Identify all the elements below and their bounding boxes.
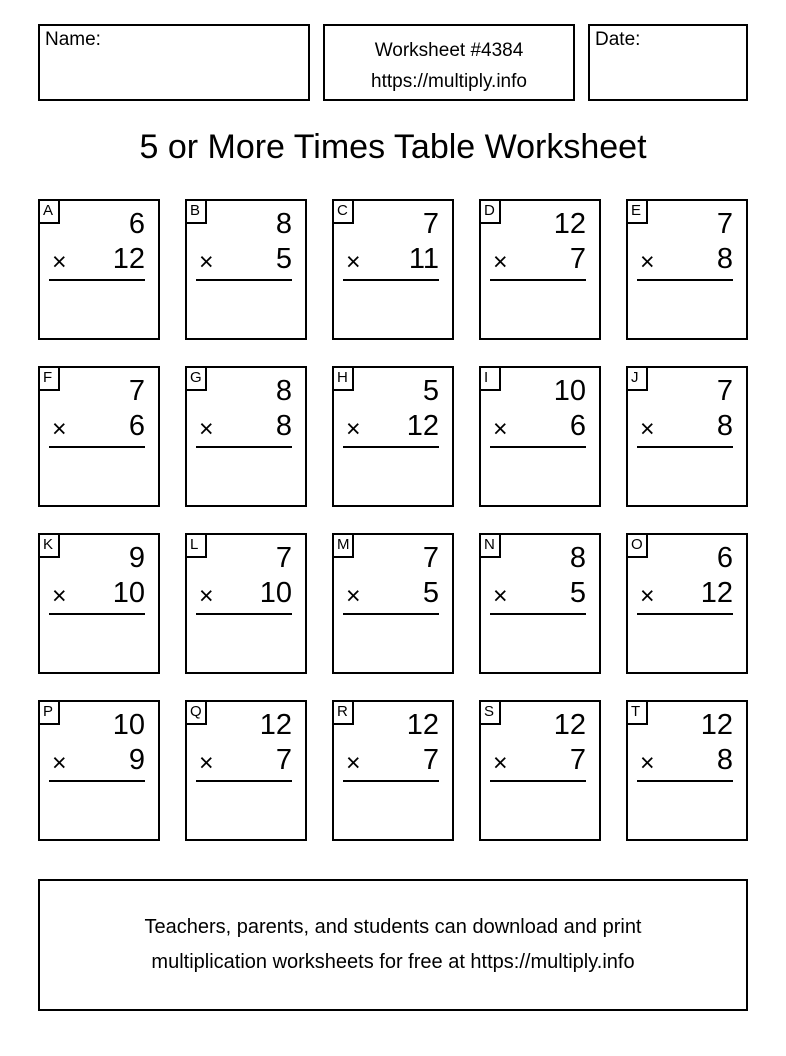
answer-line (49, 279, 145, 281)
problem-box[interactable] (185, 700, 307, 841)
multiplicand: 9 (128, 542, 145, 574)
times-sign: × (640, 415, 655, 443)
multiplicand: 12 (553, 709, 586, 741)
times-sign: × (52, 415, 67, 443)
date-label: Date: (595, 29, 641, 50)
multiplicand: 10 (112, 709, 145, 741)
problem-letter: N (481, 535, 501, 558)
multiplier: 9 (128, 744, 145, 776)
footer-line-2: multiplication worksheets for free at https://multiply.info (151, 951, 635, 973)
times-sign: × (346, 415, 361, 443)
problem-box[interactable] (332, 700, 454, 841)
multiplier: 8 (716, 410, 733, 442)
multiplicand: 8 (275, 208, 292, 240)
multiplier: 12 (700, 577, 733, 609)
worksheet-number: Worksheet #4384 (374, 40, 524, 61)
multiplier: 6 (569, 410, 586, 442)
problem-letter: E (628, 201, 648, 224)
multiplicand: 12 (406, 709, 439, 741)
multiplicand: 8 (569, 542, 586, 574)
problem-box[interactable] (626, 199, 748, 340)
times-sign: × (640, 582, 655, 610)
times-sign: × (52, 582, 67, 610)
answer-line (49, 446, 145, 448)
multiplier: 8 (275, 410, 292, 442)
problem-box[interactable] (185, 366, 307, 507)
footer-line-1: Teachers, parents, and students can download and print (144, 916, 642, 938)
times-sign: × (346, 248, 361, 276)
multiplicand: 7 (422, 208, 439, 240)
multiplier: 12 (406, 410, 439, 442)
answer-line (343, 279, 439, 281)
problem-box[interactable] (38, 533, 160, 674)
footer-box (38, 879, 748, 1011)
answer-line (490, 613, 586, 615)
times-sign: × (640, 749, 655, 777)
multiplicand: 7 (275, 542, 292, 574)
answer-line (490, 780, 586, 782)
multiplier: 7 (569, 744, 586, 776)
problem-box[interactable] (479, 700, 601, 841)
times-sign: × (199, 248, 214, 276)
multiplier: 5 (422, 577, 439, 609)
problem-box[interactable] (38, 700, 160, 841)
times-sign: × (52, 248, 67, 276)
multiplicand: 12 (259, 709, 292, 741)
times-sign: × (199, 415, 214, 443)
problem-box[interactable] (626, 700, 748, 841)
problem-box[interactable] (626, 533, 748, 674)
problem-box[interactable] (185, 199, 307, 340)
multiplicand: 6 (128, 208, 145, 240)
multiplier: 5 (275, 243, 292, 275)
multiplier: 12 (112, 243, 145, 275)
multiplicand: 5 (422, 375, 439, 407)
problem-box[interactable] (332, 199, 454, 340)
times-sign: × (493, 582, 508, 610)
times-sign: × (493, 248, 508, 276)
problem-letter: S (481, 702, 501, 725)
problem-letter: L (187, 535, 207, 558)
problem-letter: R (334, 702, 354, 725)
problem-letter: H (334, 368, 354, 391)
problem-box[interactable] (626, 366, 748, 507)
problem-box[interactable] (38, 199, 160, 340)
answer-line (637, 613, 733, 615)
answer-line (196, 780, 292, 782)
multiplicand: 8 (275, 375, 292, 407)
times-sign: × (346, 582, 361, 610)
problem-letter: A (40, 201, 60, 224)
times-sign: × (199, 749, 214, 777)
problem-letter: F (40, 368, 60, 391)
multiplier: 7 (275, 744, 292, 776)
multiplier: 10 (112, 577, 145, 609)
problem-box[interactable] (479, 199, 601, 340)
answer-line (490, 446, 586, 448)
times-sign: × (199, 582, 214, 610)
multiplier: 8 (716, 744, 733, 776)
times-sign: × (640, 248, 655, 276)
problem-box[interactable] (185, 533, 307, 674)
problem-letter: D (481, 201, 501, 224)
answer-line (637, 446, 733, 448)
problem-letter: O (628, 535, 648, 558)
multiplicand: 7 (716, 208, 733, 240)
site-url: https://multiply.info (371, 71, 527, 92)
worksheet-info-box (323, 24, 575, 101)
problem-letter: I (481, 368, 501, 391)
answer-line (637, 279, 733, 281)
name-label: Name: (45, 29, 101, 50)
problem-letter: C (334, 201, 354, 224)
answer-line (49, 613, 145, 615)
problem-letter: J (628, 368, 648, 391)
multiplier: 6 (128, 410, 145, 442)
answer-line (343, 446, 439, 448)
multiplier: 5 (569, 577, 586, 609)
times-sign: × (493, 749, 508, 777)
multiplier: 7 (569, 243, 586, 275)
problem-letter: P (40, 702, 60, 725)
answer-line (637, 780, 733, 782)
problem-letter: K (40, 535, 60, 558)
answer-line (196, 446, 292, 448)
problem-letter: T (628, 702, 648, 725)
answer-line (343, 613, 439, 615)
times-sign: × (346, 749, 361, 777)
page-title: 5 or More Times Table Worksheet (139, 128, 647, 166)
multiplicand: 7 (128, 375, 145, 407)
multiplicand: 7 (716, 375, 733, 407)
times-sign: × (493, 415, 508, 443)
problem-box[interactable] (479, 533, 601, 674)
answer-line (343, 780, 439, 782)
multiplicand: 12 (700, 709, 733, 741)
multiplicand: 12 (553, 208, 586, 240)
problem-box[interactable] (479, 366, 601, 507)
multiplier: 7 (422, 744, 439, 776)
problem-box[interactable] (332, 533, 454, 674)
multiplier: 10 (259, 577, 292, 609)
multiplier: 8 (716, 243, 733, 275)
times-sign: × (52, 749, 67, 777)
date-field-box[interactable] (588, 24, 748, 101)
multiplicand: 6 (716, 542, 733, 574)
problem-letter: M (334, 535, 354, 558)
answer-line (196, 279, 292, 281)
problem-letter: Q (187, 702, 207, 725)
name-field-box[interactable] (38, 24, 310, 101)
multiplicand: 7 (422, 542, 439, 574)
problem-letter: G (187, 368, 207, 391)
answer-line (196, 613, 292, 615)
answer-line (49, 780, 145, 782)
multiplicand: 10 (553, 375, 586, 407)
problem-letter: B (187, 201, 207, 224)
answer-line (490, 279, 586, 281)
problem-box[interactable] (332, 366, 454, 507)
multiplier: 11 (408, 243, 439, 275)
problem-box[interactable] (38, 366, 160, 507)
